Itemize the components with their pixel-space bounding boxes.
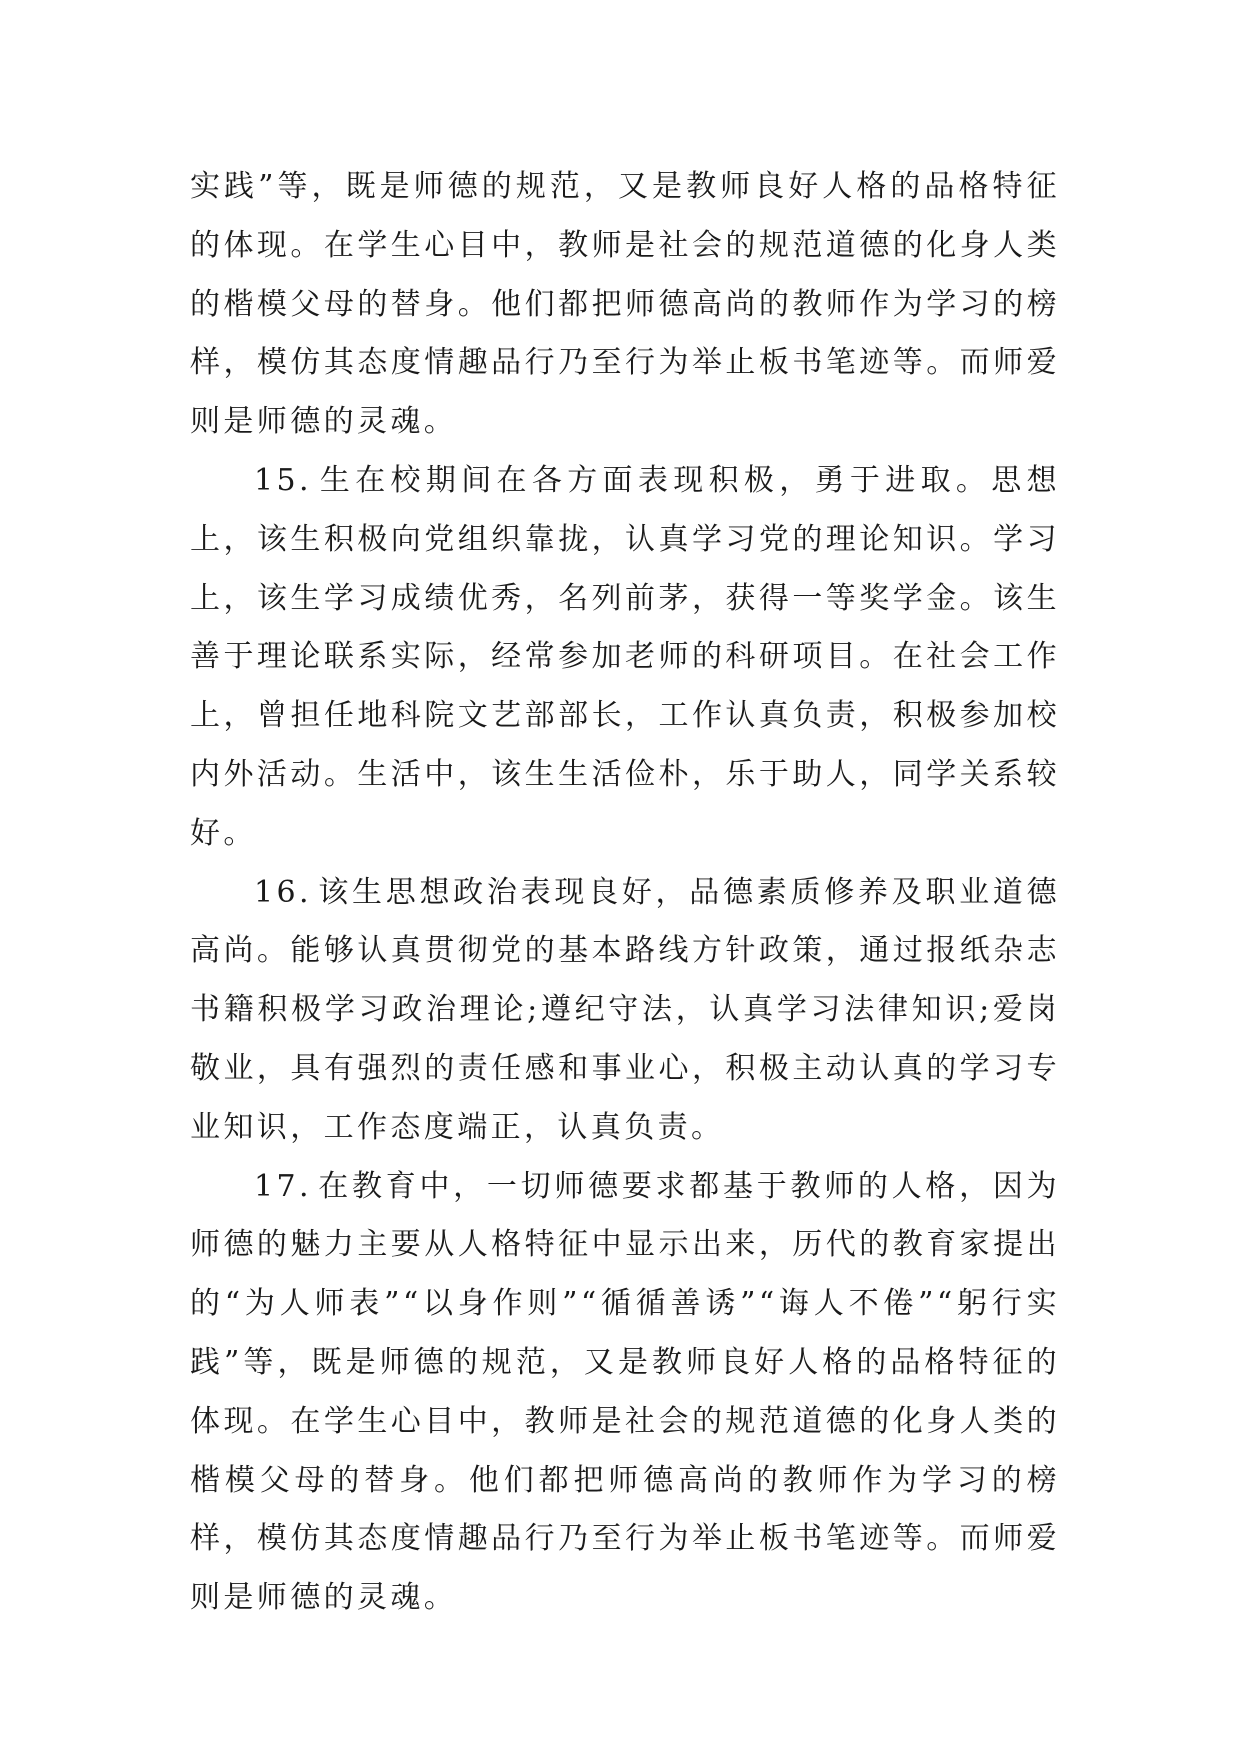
paragraph-text: 生在校期间在各方面表现积极，勇于进取。思想上，该生积极向党组织靠拢，认真学习党的理论知识。学习上，该生学习成绩优秀，名列前茅，获得一等奖学金。该生善于理论联系实际，经常参加老师的科研项目。在社会工作上，曾担任地科院文艺部部长，工作认真负责，积极参加校内外活动。生活中，该生生活俭朴，乐于助人，同学关系较好。 bbox=[190, 462, 1060, 851]
paragraph-text: 在教育中，一切师德要求都基于教师的人格，因为师德的魅力主要从人格特征中显示出来，历代的教育家提出的“为人师表”“以身作则”“循循善诱”“诲人不倦”“躬行实践”等，既是师德的规范，又是教师良好人格的品格特征的体现。在学生心目中，教师是社会的规范道德的化身人类的楷模父母的替身。他们都把师德高尚的教师作为学习的榜样，模仿其态度情趣品行乃至行为举止板书笔迹等。而师爱则是师德的灵魂。 bbox=[190, 1168, 1060, 1616]
paragraph-number: 17. bbox=[254, 1168, 312, 1204]
paragraph-number: 16. bbox=[254, 874, 312, 910]
paragraph-continued bbox=[190, 158, 1060, 452]
paragraph-15 bbox=[190, 452, 1060, 864]
paragraph-17 bbox=[190, 1158, 1060, 1628]
paragraph-number: 15. bbox=[254, 462, 312, 498]
paragraph-text: 该生思想政治表现良好，品德素质修养及职业道德高尚。能够认真贯彻党的基本路线方针政策，通过报纸杂志书籍积极学习政治理论;遵纪守法，认真学习法律知识;爱岗敬业，具有强烈的责任感和事业心，积极主动认真的学习专业知识，工作态度端正，认真负责。 bbox=[190, 874, 1060, 1145]
paragraph-16 bbox=[190, 864, 1060, 1158]
document-body bbox=[190, 158, 1060, 1628]
paragraph-text: 实践”等，既是师德的规范，又是教师良好人格的品格特征的体现。在学生心目中，教师是社会的规范道德的化身人类的楷模父母的替身。他们都把师德高尚的教师作为学习的榜样，模仿其态度情趣品行乃至行为举止板书笔迹等。而师爱则是师德的灵魂。 bbox=[190, 169, 1060, 440]
